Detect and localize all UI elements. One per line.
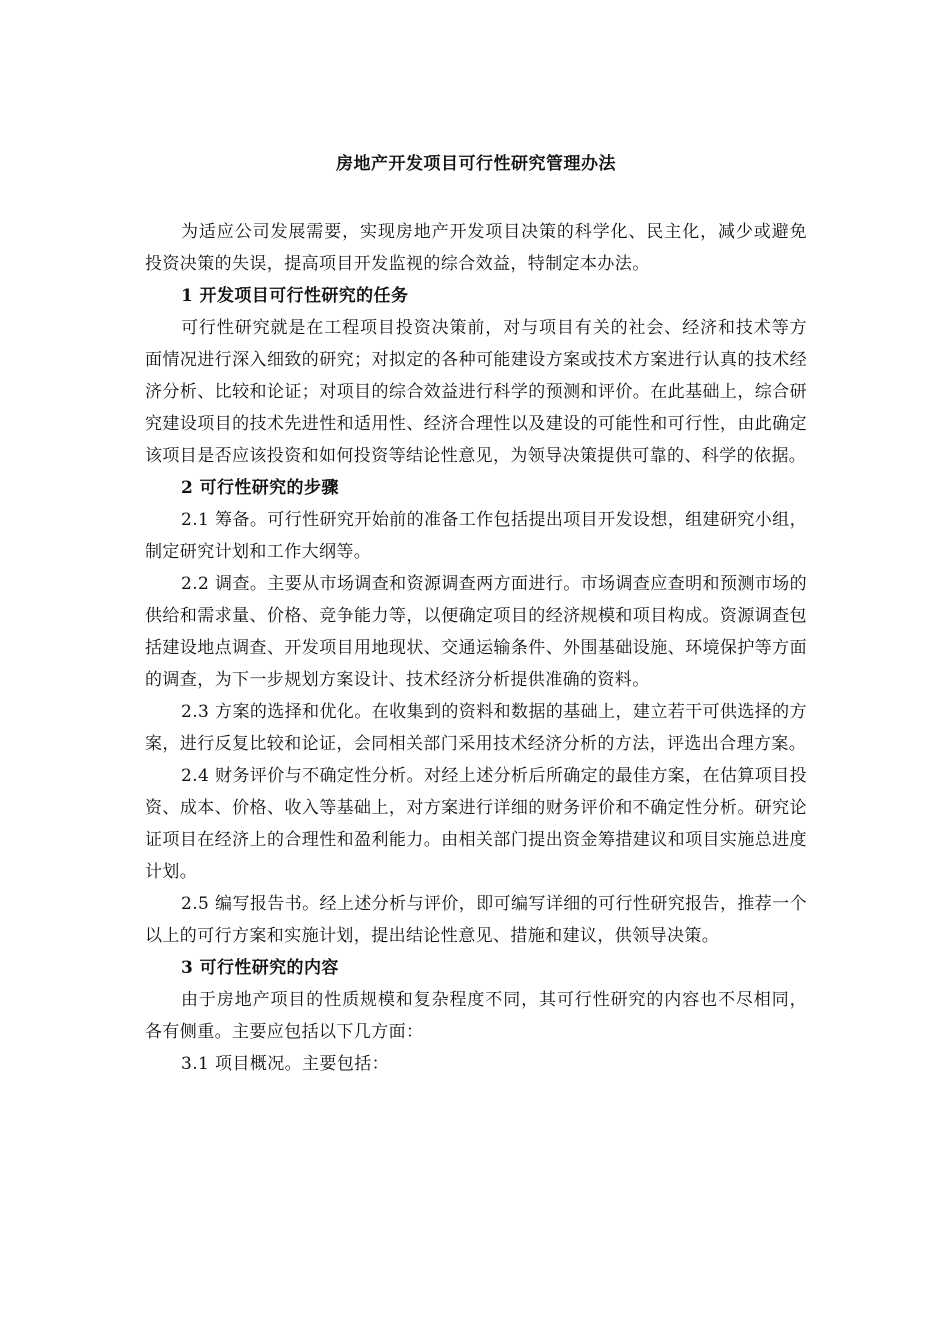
section-2-5-paragraph: 2.5 编写报告书。经上述分析与评价，即可编写详细的可行性研究报告，推荐一个以上的可行方案和实施计划，提出结论性意见、措施和建议，供领导决策。: [145, 894, 807, 946]
section-1-heading: 1 开发项目可行性研究的任务: [181, 286, 409, 306]
intro-paragraph: 为适应公司发展需要，实现房地产开发项目决策的科学化、民主化，减少或避免投资决策的失误，提高项目开发监视的综合效益，特制定本办法。: [145, 222, 807, 274]
section-3-1-paragraph: 3.1 项目概况。主要包括：: [181, 1054, 390, 1074]
document-title: 房地产开发项目可行性研究管理办法: [336, 154, 616, 174]
section-2-1-paragraph: 2.1 筹备。可行性研究开始前的准备工作包括提出项目开发设想，组建研究小组，制定研究计划和工作大纲等。: [145, 510, 807, 562]
section-2-4-paragraph: 2.4 财务评价与不确定性分析。对经上述分析后所确定的最佳方案，在估算项目投资、成本、价格、收入等基础上，对方案进行详细的财务评价和不确定性分析。研究论证项目在经济上的合理性和盈利能力。由相关部门提出资金筹措建议和项目实施总进度计划。: [145, 766, 807, 882]
document-body: [145, 148, 807, 1080]
section-2-3-paragraph: 2.3 方案的选择和优化。在收集到的资料和数据的基础上，建立若干可供选择的方案，进行反复比较和论证，会同相关部门采用技术经济分析的方法，评选出合理方案。: [145, 702, 807, 754]
section-1-paragraph-1: 可行性研究就是在工程项目投资决策前，对与项目有关的社会、经济和技术等方面情况进行深入细致的研究；对拟定的各种可能建设方案或技术方案进行认真的技术经济分析、比较和论证；对项目的综合效益进行科学的预测和评价。在此基础上，综合研究建设项目的技术先进性和适用性、经济合理性以及建设的可能性和可行性，由此确定该项目是否应该投资和如何投资等结论性意见，为领导决策提供可靠的、科学的依据。: [145, 318, 807, 466]
section-2-heading: 2 可行性研究的步骤: [181, 478, 339, 498]
section-3-heading: 3 可行性研究的内容: [181, 958, 339, 978]
section-2-2-paragraph: 2.2 调查。主要从市场调查和资源调查两方面进行。市场调查应查明和预测市场的供给和需求量、价格、竞争能力等，以便确定项目的经济规模和项目构成。资源调查包括建设地点调查、开发项目用地现状、交通运输条件、外围基础设施、环境保护等方面的调查，为下一步规划方案设计、技术经济分析提供准确的资料。: [145, 574, 807, 690]
section-3-intro-paragraph: 由于房地产项目的性质规模和复杂程度不同，其可行性研究的内容也不尽相同，各有侧重。主要应包括以下几方面：: [145, 990, 807, 1042]
